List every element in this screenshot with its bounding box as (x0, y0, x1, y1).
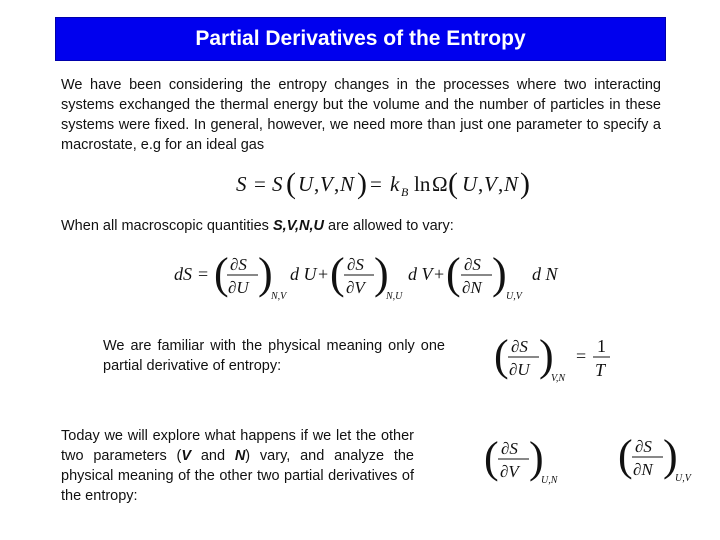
svg-text:T: T (595, 360, 606, 380)
svg-text:∂S: ∂S (347, 255, 364, 274)
svg-text:): ) (520, 167, 530, 200)
svg-text:): ) (374, 249, 389, 298)
svg-text:d N: d N (532, 264, 558, 284)
svg-text:=: = (370, 172, 382, 196)
svg-text:N: N (340, 172, 355, 196)
svg-text:V: V (484, 172, 497, 196)
temperature-derivative-equation (494, 330, 624, 390)
svg-text:(: ( (446, 249, 461, 298)
svg-text:,: , (334, 172, 340, 196)
svg-text:∂S: ∂S (501, 439, 518, 458)
svg-text:d V: d V (408, 264, 433, 284)
explore-text-a: Today we will explore what happens if we let the other two parameters ( (61, 428, 414, 464)
svg-text:N: N (504, 172, 519, 196)
vary-paragraph (61, 216, 621, 236)
svg-text:N,U: N,U (386, 291, 403, 302)
slide-title-bar (55, 17, 666, 61)
svg-text:S: S (236, 172, 247, 196)
svg-text:(: ( (330, 249, 345, 298)
svg-text:∂V: ∂V (346, 278, 365, 297)
svg-text:U,N: U,N (541, 475, 558, 486)
svg-text:,: , (478, 172, 484, 196)
svg-text:V,N: V,N (551, 373, 565, 384)
total-differential-equation (170, 248, 570, 308)
svg-text:∂S: ∂S (230, 255, 247, 274)
svg-text:): ) (357, 167, 367, 200)
svg-text:B: B (401, 185, 409, 199)
svg-text:U,V: U,V (675, 473, 691, 484)
intro-paragraph: We have been considering the entropy changes in the processes where two interacting systems exchanged the thermal energy but the volume and the number of particles in these systems were fixed. In general, however, we need more than just one parameter to specify a macrostate, e.g for an ideal gas (61, 77, 661, 153)
svg-text:N,V: N,V (271, 291, 287, 302)
svg-text:U,V: U,V (506, 291, 522, 302)
volume-derivative-equation (484, 432, 574, 492)
svg-text:V: V (320, 172, 333, 196)
vary-text-pre: When all macroscopic quantities (61, 218, 273, 234)
svg-text:S: S (272, 172, 283, 196)
svg-text:∂V: ∂V (500, 462, 519, 481)
svg-text:∂S: ∂S (464, 255, 481, 274)
svg-text:∂U: ∂U (228, 278, 249, 297)
explore-text-d: ) vary, and analyze the physical meaning of the other two partial derivatives of the entropy: (61, 448, 414, 504)
svg-text:(: ( (214, 249, 229, 298)
svg-text:+: + (434, 264, 445, 284)
svg-text:dS: dS (174, 264, 192, 284)
svg-text:∂S: ∂S (511, 337, 528, 356)
vary-quantities: S,V,N,U (272, 218, 325, 234)
svg-text:(: ( (448, 167, 458, 200)
svg-text:(: ( (494, 331, 509, 380)
svg-text:∂N: ∂N (633, 460, 653, 479)
svg-text:=: = (198, 264, 209, 284)
svg-text:(: ( (286, 167, 296, 200)
svg-text:=: = (576, 346, 587, 366)
svg-text:Ω: Ω (432, 172, 448, 196)
svg-text:): ) (529, 433, 544, 482)
particle-derivative-equation (618, 430, 708, 490)
explore-text-c: and (191, 448, 235, 464)
svg-text:U: U (298, 172, 314, 196)
svg-text:): ) (492, 249, 507, 298)
vary-text-post: are allowed to vary: (324, 218, 454, 234)
svg-text:ln: ln (414, 172, 431, 196)
explore-param-v: V (181, 448, 192, 464)
svg-text:): ) (663, 431, 678, 480)
svg-text:=: = (254, 172, 266, 196)
slide-title: Partial Derivatives of the Entropy (195, 27, 526, 50)
familiar-paragraph: We are familiar with the physical meaning only one partial derivative of entropy: (103, 338, 445, 374)
svg-text:1: 1 (597, 336, 606, 356)
svg-text:∂S: ∂S (635, 437, 652, 456)
svg-text:): ) (258, 249, 273, 298)
svg-text:∂U: ∂U (509, 360, 530, 379)
explore-paragraph (61, 426, 414, 506)
svg-text:,: , (314, 172, 320, 196)
entropy-equation (230, 166, 530, 202)
svg-text:∂N: ∂N (462, 278, 482, 297)
svg-text:(: ( (484, 433, 499, 482)
explore-param-n: N (234, 448, 246, 464)
svg-text:(: ( (618, 431, 633, 480)
svg-text:,: , (498, 172, 504, 196)
svg-text:+: + (318, 264, 329, 284)
svg-text:d U: d U (290, 264, 317, 284)
svg-text:U: U (462, 172, 478, 196)
svg-text:k: k (390, 172, 400, 196)
svg-text:): ) (539, 331, 554, 380)
